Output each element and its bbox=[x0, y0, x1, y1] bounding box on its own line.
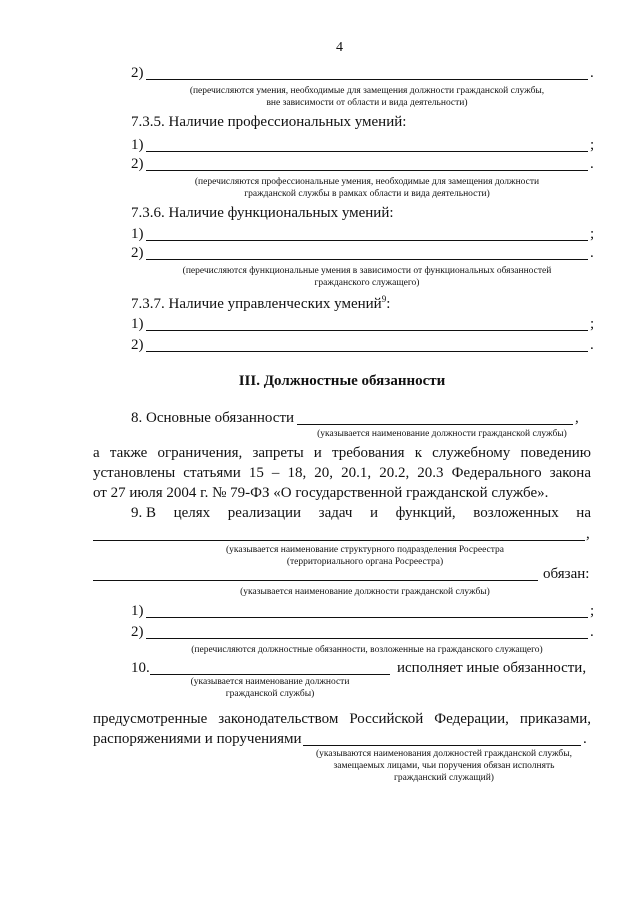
word: на bbox=[576, 505, 591, 521]
period: . bbox=[590, 65, 594, 81]
caption: гражданской службы в рамках области и вида деятельности) bbox=[244, 189, 490, 199]
semicolon: ; bbox=[590, 137, 595, 153]
paragraph-line: предусмотренные законодательством Российской Федерации, приказами, bbox=[93, 711, 591, 727]
caption: (территориального органа Росреестра) bbox=[286, 557, 444, 567]
word: целях bbox=[173, 505, 211, 521]
period: . bbox=[583, 731, 587, 747]
blank-line bbox=[93, 540, 585, 541]
page-number: 4 bbox=[336, 40, 343, 55]
caption: (перечисляются должностные обязанности, возложенные на гражданского служащего) bbox=[191, 645, 543, 655]
period: . bbox=[590, 624, 594, 640]
blank-line bbox=[146, 330, 588, 331]
caption: (указываются наименования должностей гражданской службы, bbox=[315, 749, 573, 759]
word: возложенных bbox=[473, 505, 559, 521]
caption: гражданской службы) bbox=[225, 689, 315, 699]
blank-line bbox=[93, 580, 538, 581]
obliged-label: обязан: bbox=[543, 566, 590, 582]
item-8-label: 8. Основные обязанности bbox=[131, 410, 295, 426]
item-number: 1) bbox=[131, 316, 144, 332]
blank-line bbox=[146, 170, 588, 171]
word: функций, bbox=[395, 505, 456, 521]
item-number: 1) bbox=[131, 137, 144, 153]
comma: , bbox=[575, 410, 579, 426]
caption: (указывается наименование должности гражданской службы) bbox=[317, 429, 567, 439]
word: и bbox=[370, 505, 379, 521]
blank-line bbox=[146, 240, 588, 241]
caption: (указывается наименование должности bbox=[190, 677, 350, 687]
period: . bbox=[590, 245, 594, 261]
section-7-3-6: 7.3.6. Наличие функциональных умений: bbox=[131, 205, 394, 221]
blank-line bbox=[146, 259, 588, 260]
caption: (перечисляются функциональные умения в зависимости от функциональных обязанностей bbox=[182, 266, 552, 276]
caption: (указывается наименование структурного подразделения Росреестра bbox=[225, 545, 505, 555]
section-7-3-7: 7.3.7. Наличие управленческих умений$^9$: bbox=[131, 294, 391, 312]
blank-line bbox=[146, 79, 588, 80]
paragraph-line: установлены статьями 15 – 18, 20, 20.1, 20.2, 20.3 Федерального закона bbox=[93, 465, 591, 481]
item-10-text: исполняет иные обязанности, bbox=[397, 660, 587, 676]
word: задач bbox=[318, 505, 353, 521]
item-number: 2) bbox=[131, 624, 144, 640]
caption: (перечисляются умения, необходимые для замещения должности гражданской службы, bbox=[189, 86, 545, 96]
paragraph-line: а также ограничения, запреты и требования к служебному поведению bbox=[93, 445, 591, 461]
blank-line bbox=[146, 617, 588, 618]
paragraph-line: от 27 июля 2004 г. № 79-ФЗ «О государственной гражданской службе». bbox=[93, 485, 549, 501]
blank-line bbox=[146, 351, 588, 352]
caption: замещаемых лицами, чьи поручения обязан исполнять bbox=[333, 761, 555, 771]
blank-line bbox=[146, 638, 588, 639]
semicolon: ; bbox=[590, 603, 595, 619]
item-number: 2) bbox=[131, 337, 144, 353]
word: 9. В bbox=[131, 505, 157, 521]
caption: (перечисляются профессиональные умения, необходимые для замещения должности bbox=[194, 177, 540, 187]
item-9-text bbox=[131, 505, 591, 522]
word: реализации bbox=[227, 505, 302, 521]
section-title: III. Должностные обязанности bbox=[238, 373, 446, 389]
item-number: 1) bbox=[131, 603, 144, 619]
semicolon: ; bbox=[590, 226, 595, 242]
paragraph-line: распоряжениями и поручениями bbox=[93, 731, 302, 747]
item-number: 2) bbox=[131, 245, 144, 261]
item-10-label: 10. bbox=[131, 660, 150, 676]
period: . bbox=[590, 156, 594, 172]
item-number: 1) bbox=[131, 226, 144, 242]
caption: гражданского служащего) bbox=[314, 278, 420, 288]
blank-line bbox=[297, 424, 573, 425]
comma: , bbox=[586, 526, 590, 542]
caption: гражданский служащий) bbox=[394, 773, 494, 783]
blank-line bbox=[150, 674, 390, 675]
section-7-3-5: 7.3.5. Наличие профессиональных умений: bbox=[131, 114, 407, 130]
blank-line bbox=[303, 745, 581, 746]
caption: (указывается наименование должности гражданской службы) bbox=[240, 587, 490, 597]
period: . bbox=[590, 337, 594, 353]
blank-line bbox=[146, 151, 588, 152]
caption: вне зависимости от области и вида деятельности) bbox=[266, 98, 468, 108]
item-number: 2) bbox=[131, 156, 144, 172]
item-number: 2) bbox=[131, 65, 144, 81]
semicolon: ; bbox=[590, 316, 595, 332]
